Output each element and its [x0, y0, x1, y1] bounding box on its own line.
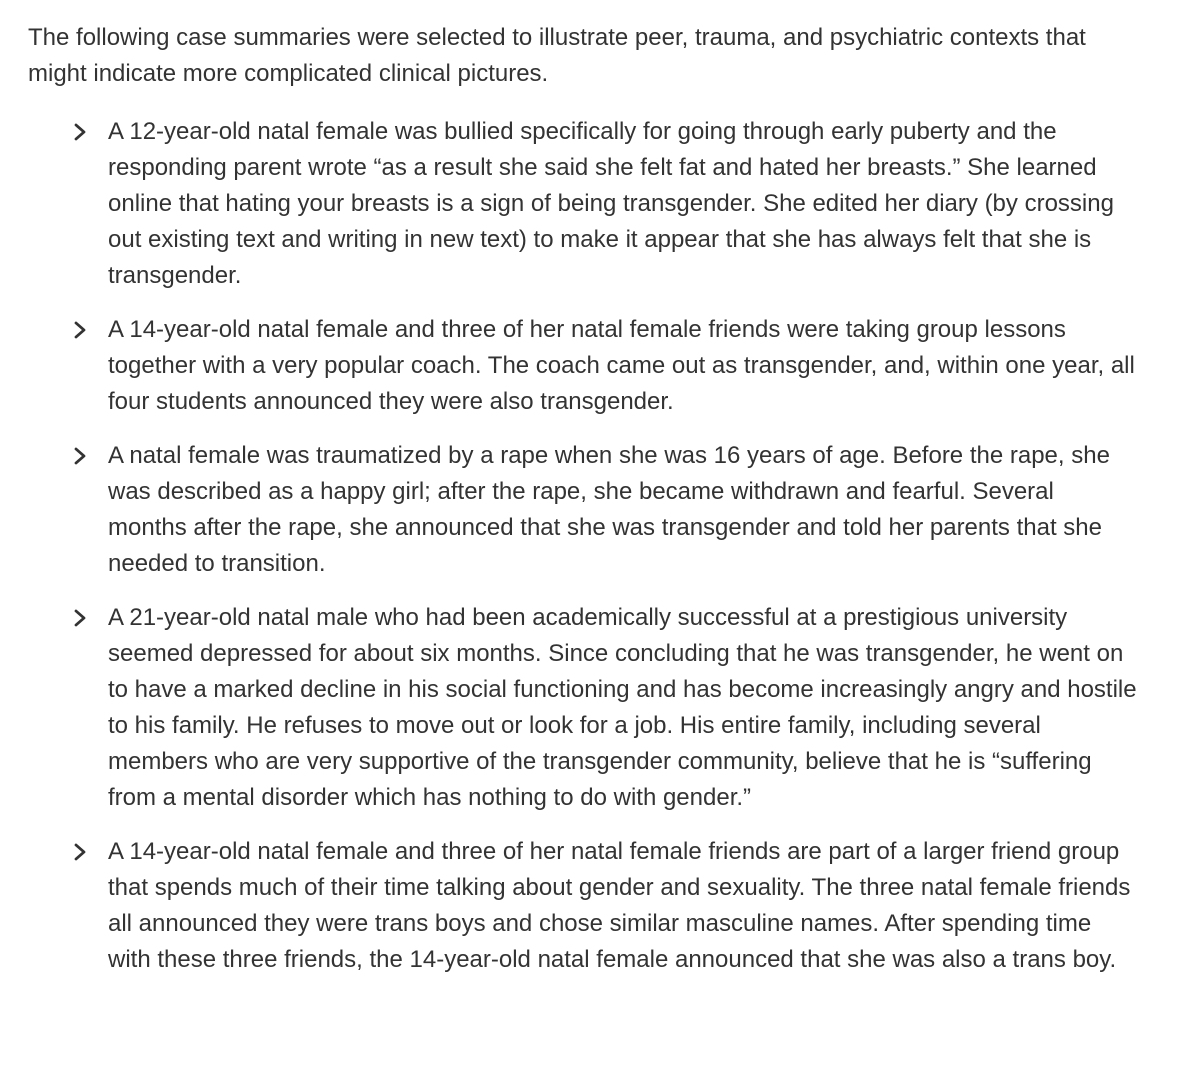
case-text: A 12-year-old natal female was bullied specifically for going through early puberty and the responding parent wrote “as a result she said she felt fat and hated her breasts.” She learned online that hating your breasts is a sign of being transgender. She edited her diary (by crossing out existing text and writing in new text) to make it appear that she has always felt that she is transgender. — [108, 118, 1114, 289]
list-item — [108, 312, 1138, 420]
list-item — [108, 114, 1138, 294]
intro-paragraph: The following case summaries were selected to illustrate peer, trauma, and psychiatric contexts that might indicate more complicated clinical pictures. — [28, 24, 1086, 87]
case-summary-list — [28, 114, 1138, 978]
chevron-right-icon — [73, 606, 87, 630]
case-text: A 14-year-old natal female and three of her natal female friends were taking group lessons together with a very popular coach. The coach came out as transgender, and, within one year, all four students announced they were also transgender. — [108, 316, 1135, 415]
chevron-right-icon — [73, 120, 87, 144]
list-item — [108, 600, 1138, 816]
chevron-right-icon — [73, 318, 87, 342]
case-text: A natal female was traumatized by a rape when she was 16 years of age. Before the rape, she was described as a happy girl; after the rape, she became withdrawn and fearful. Several months after the rape, she announced that she was transgender and told her parents that she needed to transition. — [108, 442, 1110, 577]
case-text: A 14-year-old natal female and three of her natal female friends are part of a larger friend group that spends much of their time talking about gender and sexuality. The three natal female friends all announced they were trans boys and chose similar masculine names. After spending time with these three friends, the 14-year-old natal female announced that she was also a trans boy. — [108, 838, 1131, 973]
chevron-right-icon — [73, 444, 87, 468]
list-item — [108, 834, 1138, 978]
list-item — [108, 438, 1138, 582]
chevron-right-icon — [73, 840, 87, 864]
case-text: A 21-year-old natal male who had been academically successful at a prestigious university seemed depressed for about six months. Since concluding that he was transgender, he went on to have a marked decline in his social functioning and has become increasingly angry and hostile to his family. He refuses to move out or look for a job. His entire family, including several members who are very supportive of the transgender community, believe that he is “suffering from a mental disorder which has nothing to do with gender.” — [108, 604, 1137, 811]
